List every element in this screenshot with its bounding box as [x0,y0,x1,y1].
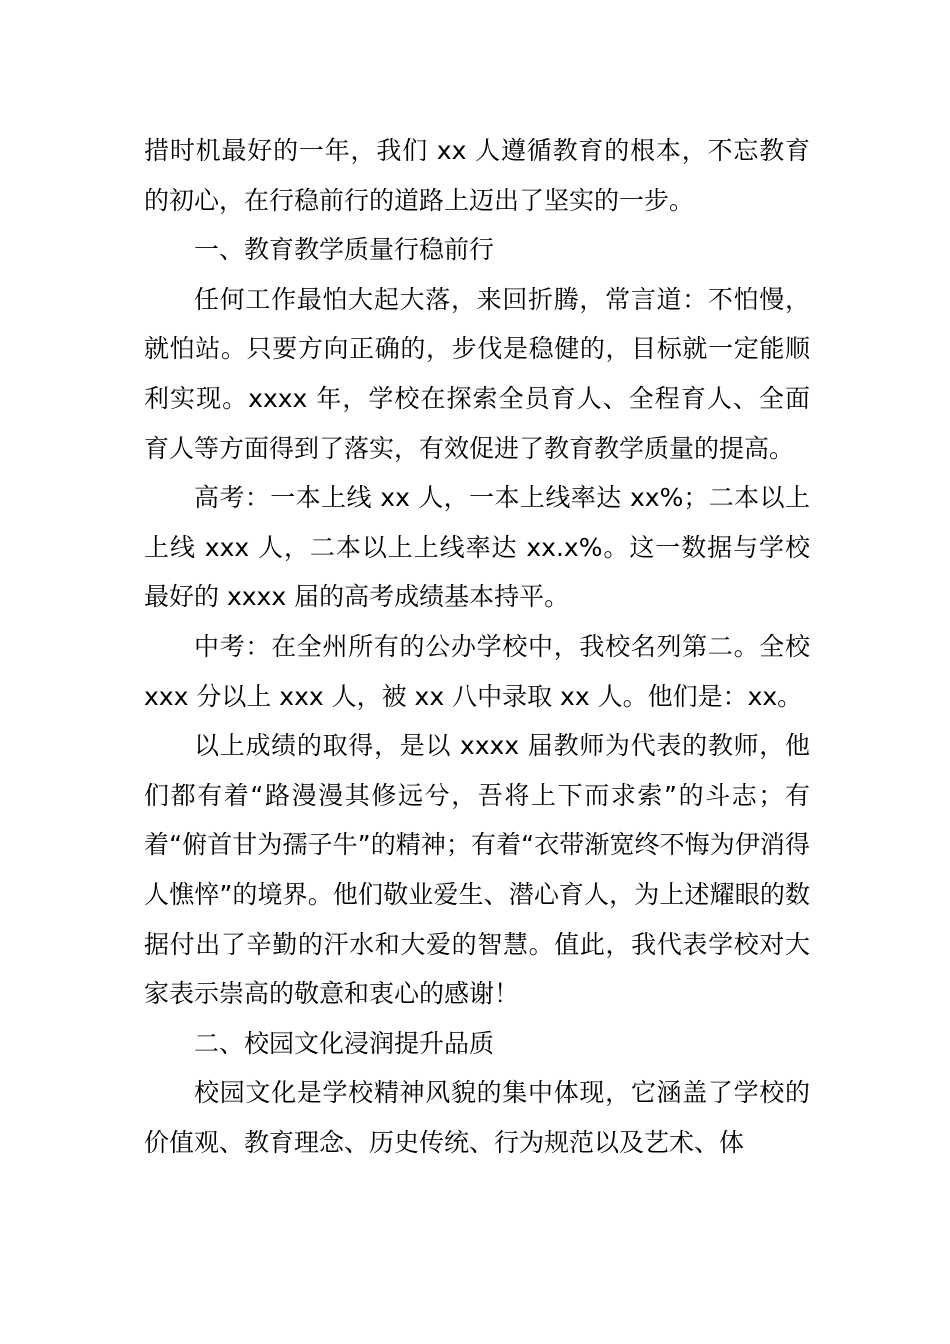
paragraph-continuation: 措时机最好的一年，我们 xx 人遵循教育的根本，不忘教育的初心，在行稳前行的道路上迈出了坚实的一步。 [144,136,810,215]
document-body [144,126,810,1167]
section-heading-2: 二、校园文化浸润提升品质 [194,1028,495,1058]
paragraph-gaokao: 高考：一本上线 xx 人，一本上线率达 xx%；二本以上上线 xxx 人，二本以上上线率达 xx.x%。这一数据与学校最好的 xxxx 届的高考成绩基本持平。 [144,483,810,612]
section-heading-1: 一、教育教学质量行稳前行 [194,235,495,265]
paragraph-zhongkao: 中考：在全州所有的公办学校中，我校名列第二。全校 xxx 分以上 xxx 人，被 xx 八中录取 xx 人。他们是：xx。 [144,631,810,711]
paragraph: 以上成绩的取得，是以 xxxx 届教师为代表的教师，他们都有着“路漫漫其修远兮，吾将上下而求索”的斗志；有着“俯首甘为孺子牛”的精神；有着“衣带渐宽终不悔为伊消得人憔悴”的境界。他们敬业爱生、潜心育人，为上述耀眼的数据付出了辛勤的汗水和大爱的智慧。值此，我代表学校对大家表示崇高的敬意和衷心的感谢！ [144,731,810,1009]
paragraph: 任何工作最怕大起大落，来回折腾，常言道：不怕慢，就怕站。只要方向正确的，步伐是稳健的，目标就一定能顺利实现。xxxx 年，学校在探索全员育人、全程育人、全面育人等方面得到了落实，有效促进了教育教学质量的提高。 [144,284,810,463]
paragraph: 校园文化是学校精神风貌的集中体现，它涵盖了学校的价值观、教育理念、历史传统、行为规范以及艺术、体 [144,1078,810,1157]
